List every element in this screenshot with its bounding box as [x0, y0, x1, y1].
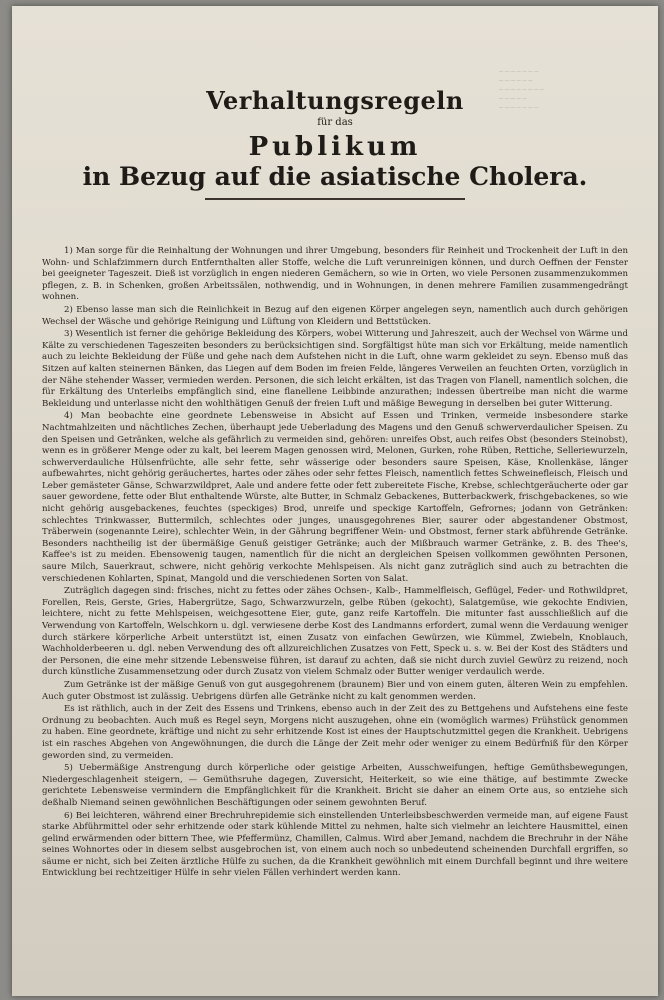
paragraph-4-order: Es ist räthlich, auch in der Zeit des Essens und Trinkens, ebenso auch in der Zeit des zu Bettgehens und Aufstehens eine feste Ordnung zu beobachten. Auch muß es Regel seyn, Morgens nicht auszugehen, ohne ein (womöglich warmes) Frühstück genommen zu haben. Eine geordnete, kräftige und nicht zu sehr erhitzende Kost ist eines der Hauptschutzmittel gegen die Krankheit. Uebrigens ist ein rasches Abgehen von Angewöhnungen, die durch die Länge der Zeit mehr oder weniger zu einem Bedürfniß für den Körper geworden sind, zu vermeiden.: [42, 704, 628, 761]
document-header: [12, 86, 658, 200]
header-divider: [205, 198, 465, 200]
bleed-through-text: ~~~~~~~ ~~~~~~ ~~~~~~~~ ~~~~~ ~~~~~~~: [498, 68, 545, 112]
subtitle-large: Publikum: [248, 132, 422, 162]
document-title: Verhaltungsregeln: [206, 86, 464, 115]
paragraph-5: 5) Uebermäßige Anstrengung durch körperliche oder geistige Arbeiten, Ausschweifungen, heftige Gemüthsbewegungen, Niedergeschlagenheit steigern, — Gemüthsruhe dagegen, Zuversicht, Heiterkeit, so wie eine thätige, auf bestimmte Zwecke gerichtete Lebensweise vermindern die Empfänglichkeit für die Krankheit. Bricht sie daher an einem Orte aus, so entziehe sich deßhalb Niemand seinen gewöhnlichen Beschäftigungen oder seinem gewohnten Beruf.: [42, 763, 628, 808]
paragraph-2: 2) Ebenso lasse man sich die Reinlichkeit in Bezug auf den eigenen Körper angelegen seyn, namentlich auch durch gehörigen Wechsel der Wäsche und gehörige Reinigung und Lüftung von Kleidern und Bettstücken.: [42, 304, 628, 327]
paragraph-4: 4) Man beobachte eine geordnete Lebensweise in Absicht auf Essen und Trinken, vermeide insbesondere starke Nachtmahlzeiten und nächtliches Zechen, überhaupt jede Ueberladung des Magens und den Genuß schwerverdaulicher Speisen. Zu den Speisen und Getränken, welche als gefährlich zu vermeiden sind, gehören: unreifes Obst, auch reifes Obst (besonders Steinobst), wenn es in größerer Menge oder zu kalt, bei leerem Magen genossen wird, Melonen, Gurken, rohe Rüben, Rettiche, Selleriewurzeln, schwerverdauliche Hülsenfrüchte, alle sehr fette, sehr wässerige oder besonders saure Speisen, Käse, Knollenkäse, länger aufbewahrtes, nicht gehörig geräuchertes, hartes oder zähes oder sehr fettes Fleisch, namentlich fettes Schweinefleisch, Fleisch und Leber gemästeter Gänse, Schwarzwildpret, Aale und andere fette oder fett zubereitete Fische, Krebse, schlechtgeräucherte oder gar sauer gewordene, fette oder Blut enthaltende Würste, alte Butter, in Schmalz Gebackenes, Butterbackwerk, frischgebackenes, so wie nicht gehörig ausgebackenes, feuchtes (speckiges) Brod, unreife und speckige Kartoffeln, Gefrornes; jodann von Getränken: schlechtes Trinkwasser, Buttermilch, schlechtes oder junges, unausgegohrenes Bier, saurer oder abgestandener Obstmost, Träberwein (sogenannte Leire), schlechter Wein, in der Gährung begriffener Wein- und Obstmost, ferner stark abführende Getränke. Besonders nachtheilig ist der übermäßige Genuß geistiger Getränke; auch der Mißbrauch warmer Getränke, z. B. des Thee's, Kaffee's ist zu meiden. Ebensowenig taugen, namentlich für die nicht an dergleichen Speisen vollkommen gewöhnten Personen, saure Milch, Sauerkraut, schwere, nicht gehörig verkochte Mehlspeisen. Als nicht ganz zuträglich sind auch zu betrachten die verschiedenen Kohlarten, Spinat, Mangold und die verschiedenen Sorten von Salat.: [42, 411, 628, 584]
document-sheet: [12, 6, 658, 996]
paragraph-3: 3) Wesentlich ist ferner die gehörige Bekleidung des Körpers, wobei Witterung und Jahreszeit, auch der Wechsel von Wärme und Kälte zu verschiedenen Tageszeiten besonders zu berücksichtigen sind. Sorgfältigst hüte man sich vor Erkältung, meide namentlich auch zu leichte Bekleidung der Füße und gehe nach dem Aufstehen nicht in die Luft, ohne warm gekleidet zu seyn. Ebenso muß das Sitzen auf kalten steinernen Bänken, das Liegen auf dem Boden im freien Felde, längeres Verweilen an feuchten Orten, vorzüglich in der Nähe stehender Wasser, vermieden werden. Personen, die sich leicht erkälten, ist das Tragen von Flanell, namentlich solchen, die für Erkältung des Unterleibs empfänglich sind, eine flanellene Leibbinde anzurathen; indessen übertreibe man nicht die warme Bekleidung und unterlasse nicht den wohlthätigen Genuß der freien Luft und mäßige Bewegung in derselben bei guter Witterung.: [42, 329, 628, 409]
paragraph-4-drinks: Zum Getränke ist der mäßige Genuß von gut ausgegohrenem (braunem) Bier und von einem guten, älteren Wein zu empfehlen. Auch guter Obstmost ist zulässig. Uebrigens dürfen alle Getränke nicht zu kalt genommen werden.: [42, 679, 628, 702]
subtitle-main: in Bezug auf die asiatische Cholera.: [82, 162, 588, 191]
paragraph-1: 1) Man sorge für die Reinhaltung der Wohnungen und ihrer Umgebung, besonders für Reinheit und Trockenheit der Luft in den Wohn- und Schlafzimmern durch Entfernthalten aller Stoffe, welche die Luft verunreinigen können, und durch Oeffnen der Fenster bei geeigneter Tageszeit. Dieß ist vorzüglich in engen niederen Gemächern, so wie in Orten, wo viele Personen zusammenzukommen pflegen, z. B. in Schenken, großen Arbeitssälen, nothwendig, und in Wohnungen, in denen mehrere Familien zusammengedrängt wohnen.: [42, 246, 628, 303]
paragraph-6: 6) Bei leichteren, während einer Brechruhrepidemie sich einstellenden Unterleibsbeschwerden vermeide man, auf eigene Faust starke Abführmittel oder sehr erhitzende oder stark kühlende Mittel zu nehmen, halte sich vielmehr an leichtere Hausmittel, einen gelind erwärmenden oder bittern Thee, wie Pfeffermünz, Chamillen, Calmus. Wird aber Jemand, nachdem die Brechruhr in der Nähe seines Wohnortes oder in diesem selbst ausgebrochen ist, von einem auch noch so unbedeutend scheinenden Durchfall ergriffen, so säume er nicht, sich bei Zeiten ärztliche Hülfe zu suchen, da die Krankheit gewöhnlich mit einem Durchfall beginnt und ihre weitere Entwicklung bei rechtzeitiger Hülfe in sehr vielen Fällen verhindert werden kann.: [42, 810, 628, 879]
document-body: [42, 246, 628, 881]
paragraph-4-beneficial: Zuträglich dagegen sind: frisches, nicht zu fettes oder zähes Ochsen-, Kalb-, Hammelfleisch, Geflügel, Feder- und Rothwildpret, Forellen, Reis, Gerste, Gries, Habergrütze, Sago, Schwarzwurzeln, gelbe Rüben (gekocht), Salatgemüse, wie gekochte Endivien, leichtere, nicht zu fette Mehlspeisen, weichgesottene Eier, gute, ganz reife Kartoffeln. Die mitunter fast ausschließlich auf die Verwendung von Kartoffeln, Welschkorn u. dgl. verwiesene derbe Kost des Landmanns erfordert, zumal wenn die Verdauung weniger durch stärkere körperliche Arbeit unterstützt ist, einen Zusatz von einfachen Gewürzen, wie Kümmel, Zwiebeln, Knoblauch, Wachholderbeeren u. dgl. neben Verwendung des oft allzureichlichen Zusatzes von Fett, Speck u. s. w. Bei der Kost des Städters und der Personen, die eine mehr sitzende Lebensweise führen, ist darauf zu achten, daß sie nicht durch zuviel Gewürz zu reizend, noch durch künstliche Zusammensetzung oder durch Zusatz von vielem Schmalz oder Butter weniger verdaulich werde.: [42, 586, 628, 678]
subtitle-small: für das: [317, 117, 353, 128]
